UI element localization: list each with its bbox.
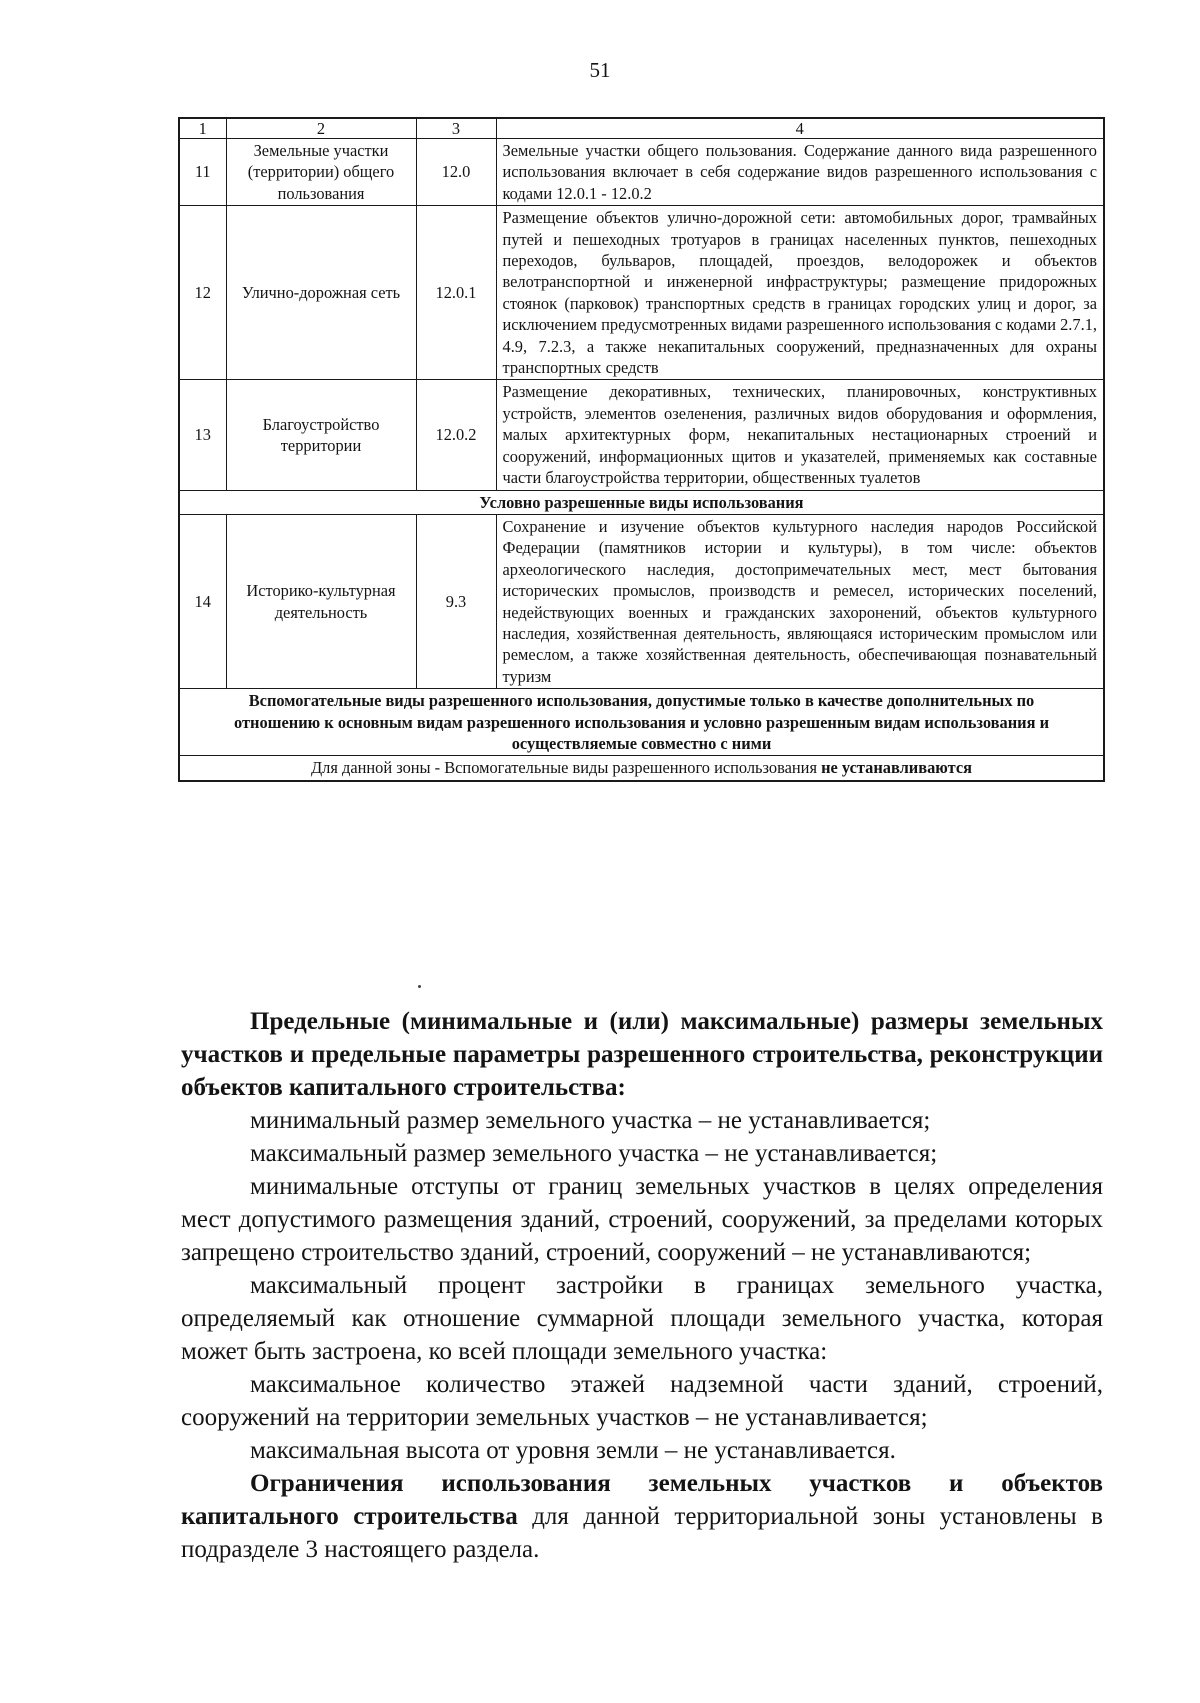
use-code: 12.0.1	[416, 206, 496, 380]
paragraph: максимальная высота от уровня земли – не устанавливается.	[250, 1437, 896, 1464]
header-cell: 1	[179, 118, 226, 139]
row-number: 14	[179, 514, 226, 688]
use-description: Размещение декоративных, технических, планировочных, конструктивных устройств, элементов озеленения, различных видов оборудования и оформления, малых архитектурных форм, некапитальных нестационарных строений и сооружений, информационных щитов и указателей, применяемых как составные части благоустройства территории, общественных туалетов	[496, 380, 1104, 490]
auxiliary-uses-section-row	[179, 689, 1104, 756]
paragraph: максимальный размер земельного участка – не устанавливается;	[250, 1140, 938, 1167]
table-header-row	[179, 118, 1104, 139]
row-number: 11	[179, 139, 226, 206]
use-description: Сохранение и изучение объектов культурного наследия народов Российской Федерации (памятников истории и культуры), в том числе: объектов археологического наследия, достопримечательных мест, мест бытования исторических промыслов, производств и ремесел, исторических поселений, недействующих военных и гражданских захоронений, объектов культурного наследия, хозяйственная деятельность, являющаяся историческим промыслом или ремеслом, а также хозяйственная деятельность, обеспечивающая познавательный туризм	[496, 514, 1104, 688]
table-row	[179, 139, 1104, 206]
auxiliary-note-row	[179, 756, 1104, 781]
auxiliary-note	[179, 756, 1104, 781]
limits-heading: Предельные (минимальные и (или) максимальные) размеры земельных участков и предельные параметры разрешенного строительства, реконструкции объектов капитального строительства:	[181, 1008, 1103, 1101]
scan-mark	[418, 985, 421, 988]
paragraph: минимальные отступы от границ земельных участков в целях определения мест допустимого размещения зданий, строений, сооружений, за пределами которых запрещено строительство зданий, строений, сооружений – не устанавливаются;	[181, 1173, 1103, 1266]
use-name: Историко-культурная деятельность	[226, 514, 416, 688]
auxiliary-note-emphasis: не устанавливаются	[821, 758, 972, 778]
auxiliary-uses-heading: Вспомогательные виды разрешенного использования, допустимые только в качестве дополнительных по отношению к основным видам разрешенного использования и условно разрешенным видам использования и осуществляемые совместно с ними	[179, 689, 1104, 756]
use-code: 9.3	[416, 514, 496, 688]
body-text	[181, 1005, 1103, 1566]
restrictions-paragraph	[181, 1467, 1103, 1566]
use-name: Улично-дорожная сеть	[226, 206, 416, 380]
row-number: 12	[179, 206, 226, 380]
row-number: 13	[179, 380, 226, 490]
restrictions-bold: Ограничения использования земельных участков и объектов капитального строительства	[181, 1470, 1103, 1530]
table-row	[179, 206, 1104, 380]
paragraph: максимальное количество этажей надземной части зданий, строений, сооружений на территории земельных участков – не устанавливается;	[181, 1371, 1103, 1431]
restrictions-rest: для данной территориальной зоны установлены в подразделе 3 настоящего раздела.	[181, 1503, 1103, 1563]
table-row	[179, 380, 1104, 490]
header-cell: 2	[226, 118, 416, 139]
page-number: 51	[589, 58, 611, 82]
land-use-table	[178, 117, 1105, 782]
paragraph: минимальный размер земельного участка – не устанавливается;	[250, 1107, 931, 1134]
use-description: Земельные участки общего пользования. Содержание данного вида разрешенного использования включает в себя содержание видов разрешенного использования с кодами 12.0.1 - 12.0.2	[496, 139, 1104, 206]
auxiliary-note-text: Для данной зоны - Вспомогательные виды разрешенного использования	[310, 758, 822, 778]
header-cell: 3	[416, 118, 496, 139]
use-description: Размещение объектов улично-дорожной сети: автомобильных дорог, трамвайных путей и пешеходных тротуаров в границах населенных пунктов, пешеходных переходов, бульваров, площадей, проездов, велодорожек и объектов велотранспортной и инженерной инфраструктуры; размещение придорожных стоянок (парковок) транспортных средств в границах городских улиц и дорог, за исключением предусмотренных видами разрешенного использования с кодами 2.7.1, 4.9, 7.2.3, а также некапитальных сооружений, предназначенных для охраны транспортных средств	[496, 206, 1104, 380]
use-code: 12.0	[416, 139, 496, 206]
paragraph: максимальный процент застройки в границах земельного участка, определяемый как отношение суммарной площади земельного участка, которая может быть застроена, ко всей площади земельного участка:	[181, 1272, 1103, 1365]
use-name: Земельные участки (территории) общего пользования	[226, 139, 416, 206]
conditional-uses-section-row	[179, 490, 1104, 514]
conditional-uses-heading: Условно разрешенные виды использования	[179, 490, 1104, 514]
use-code: 12.0.2	[416, 380, 496, 490]
header-cell: 4	[496, 118, 1104, 139]
use-name: Благоустройство территории	[226, 380, 416, 490]
table-row	[179, 514, 1104, 688]
